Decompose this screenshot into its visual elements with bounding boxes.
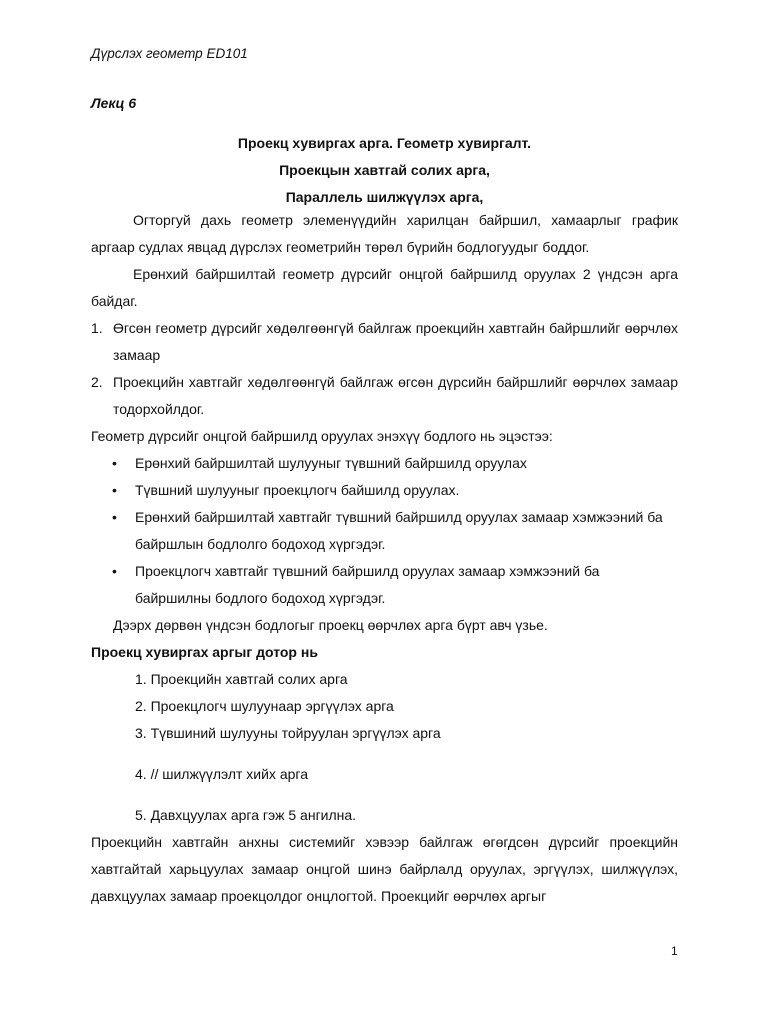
numbered-item (91, 315, 678, 369)
bullet-item-text: Ерөнхий байршилтай хавтгайг түвшний байршилд оруулах замаар хэмжээний ба байршлын бодлолго бодоход хүргэдэг. (135, 509, 663, 552)
bullet-dot: • (112, 455, 117, 471)
paragraph-conclusion: Проекцийн хавтгайн анхны системийг хэвээр байлгаж өгөгдсөн дүрсийг проекцийн хавтгайтай харьцуулах замаар онцгой шинэ байрлалд оруулах, эргүүлэх, шилжүүлэх, давхцуулах замаар проекцолдог онцлогтой. Проекцийг өөрчлөх аргыг (91, 834, 678, 904)
document-body (91, 207, 678, 910)
bullet-item-text: Ерөнхий байршилтай шулууныг түвшний байршилд оруулах (135, 455, 527, 471)
numbered-item-marker: 2. (91, 374, 103, 390)
paragraph-problems-intro: Геометр дүрсийг онцгой байршилд оруулах энэхүү бодлого нь эцэстээ: (91, 428, 553, 444)
bullet-dot: • (112, 482, 117, 498)
bullet-item (91, 558, 678, 612)
bullet-item-text: Проекцлогч хавтгайг түвшний байршилд оруулах замаар хэмжээний ба байршилны бодлого бодоход хүргэдэг. (135, 563, 600, 606)
bullet-list (91, 450, 678, 612)
method-item: 2. Проекцлогч шулуунаар эргүүлэх арга (135, 698, 394, 714)
title-block (91, 133, 678, 214)
paragraph-two-methods: Ерөнхий байршилтай геометр дүрсийг онцгой байршилд оруулах 2 үндсэн арга байдаг. (91, 266, 678, 309)
title-line-3: Параллель шилжүүлэх арга, (285, 189, 484, 205)
bullet-item-text: Түвшний шулууныг проекцлогч байшилд оруулах. (135, 482, 460, 498)
method-item: 5. Давхцуулах арга гэж 5 ангилна. (135, 807, 357, 823)
title-line-2: Проекцын хавтгай солих арга, (279, 162, 490, 178)
course-header: Дүрслэх геометр ED101 (91, 46, 248, 61)
method-item: 4. // шилжүүлэлт хийх арга (135, 766, 308, 782)
bullet-item (91, 450, 678, 477)
numbered-list (91, 315, 678, 423)
method-item: 1. Проекцийн хавтгай солих арга (135, 671, 348, 687)
bullet-item (91, 477, 678, 504)
methods-list (91, 666, 678, 829)
numbered-item-text: Проекцийн хавтгайг хөдөлгөөнгүй байлгаж өгсөн дүрсийн байршлийг өөрчлөх замаар тодорхойлдог. (113, 374, 678, 417)
numbered-item-text: Өгсөн геометр дүрсийг хөдөлгөөнгүй байлгаж проекцийн хавтгайн байршлийг өөрчлөх замаар (113, 320, 678, 363)
lecture-number: Лекц 6 (91, 95, 137, 111)
title-line-1: Проекц хувиргах арга. Геометр хувиргалт. (237, 135, 532, 151)
methods-heading: Проекц хувиргах аргыг дотор нь (91, 644, 318, 660)
bullet-dot: • (112, 563, 117, 579)
bullet-dot: • (112, 509, 117, 525)
paragraph-intro: Огторгуй дахь геометр элеменүүдийн харилцан байршил, хамаарлыг график аргаар судлах явцад дүрслэх геометрийн төрөл бүрийн бодлогуудыг боддог. (91, 212, 678, 255)
numbered-item (91, 369, 678, 423)
numbered-item-marker: 1. (91, 320, 103, 336)
method-item: 3. Түвшиний шулууны тойруулан эргүүлэх арга (135, 725, 441, 741)
bullet-item (91, 504, 678, 558)
page-number: 1 (671, 944, 678, 958)
paragraph-summary: Дээрх дөрвөн үндсэн бодлогыг проекц өөрчлөх арга бүрт авч үзье. (113, 617, 548, 633)
